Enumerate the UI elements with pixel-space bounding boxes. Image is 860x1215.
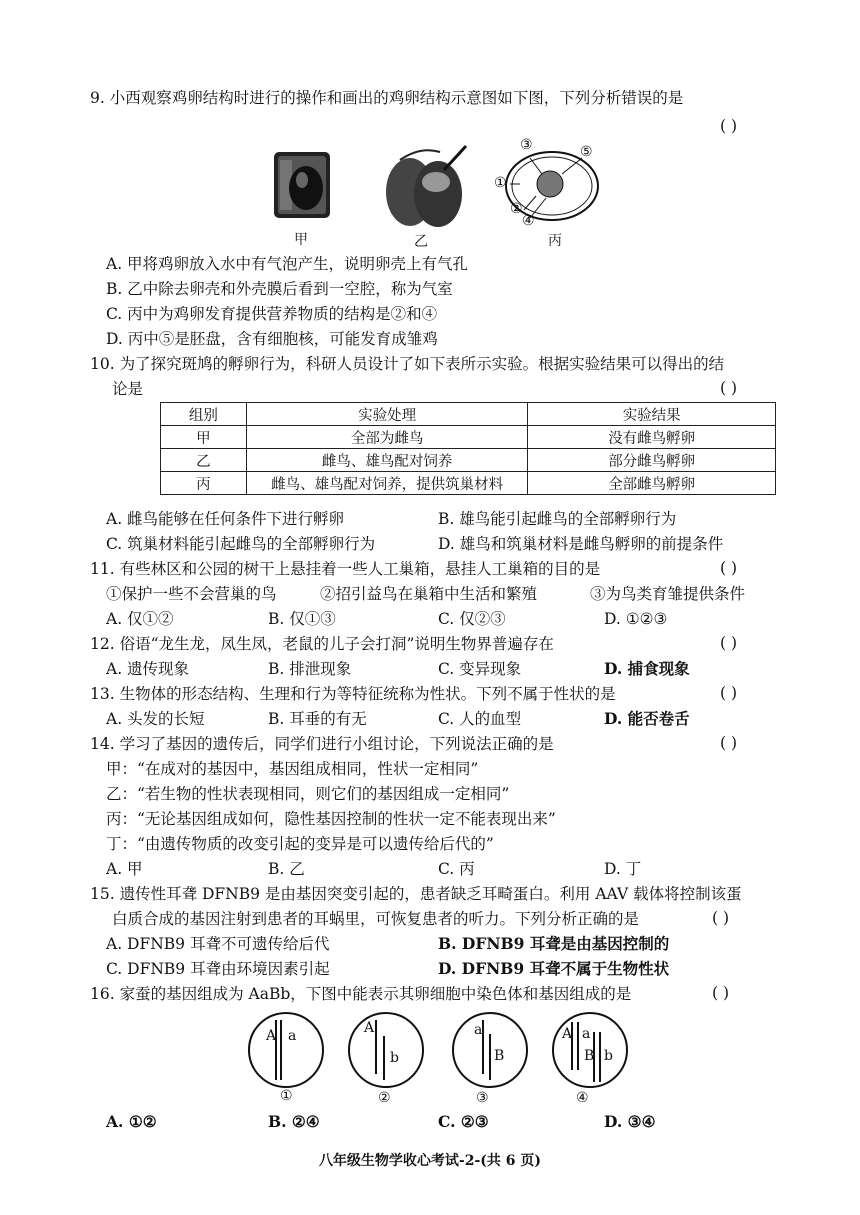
q9-option-d: D. 丙中⑤是胚盘，含有细胞核，可能发育成雏鸡 bbox=[106, 330, 438, 348]
q10-stem-line1: 10. 为了探究斑鸠的孵卵行为，科研人员设计了如下表所示实验。根据实验结果可以得出的结 bbox=[90, 355, 725, 373]
q12-stem: 12. 俗语“龙生龙，凤生凤，老鼠的儿子会打洞”说明生物界普遍存在 bbox=[90, 635, 554, 653]
cell-3-diagram bbox=[450, 1010, 530, 1090]
q12-option-a: A. 遗传现象 bbox=[106, 660, 190, 678]
q13-option-d: D. 能否卷舌 bbox=[604, 709, 690, 728]
q13-option-b: B. 耳垂的有无 bbox=[268, 710, 367, 728]
egg-label-2: ② bbox=[510, 201, 523, 217]
q14-option-d: D. 丁 bbox=[604, 860, 642, 878]
q14-statement-yi: 乙：“若生物的性状表现相同，则它们的基因组成一定相同” bbox=[106, 785, 510, 803]
table-cell: 全部为雌鸟 bbox=[246, 426, 528, 449]
table-cell: 乙 bbox=[161, 449, 247, 472]
table-header: 实验处理 bbox=[246, 403, 528, 426]
q15-stem-line2: 白质合成的基因注射到患者的耳蜗里，可恢复患者的听力。下列分析正确的是 bbox=[112, 910, 640, 928]
table-cell: 部分雌鸟孵卵 bbox=[528, 449, 776, 472]
cell-4-gene-3: B bbox=[584, 1048, 595, 1064]
cell-4-gene-1: A bbox=[562, 1026, 573, 1042]
table-row bbox=[161, 449, 776, 472]
egg-label-4: ④ bbox=[522, 213, 535, 229]
cell-3-gene-1: a bbox=[474, 1022, 483, 1038]
q11-option-b: B. 仅①③ bbox=[268, 610, 336, 628]
table-cell: 丙 bbox=[161, 472, 247, 495]
fig-label-bing: 丙 bbox=[548, 233, 562, 249]
table-cell: 全部雌鸟孵卵 bbox=[528, 472, 776, 495]
q16-option-b: B. ②④ bbox=[268, 1112, 320, 1131]
q16-option-a: A. ①② bbox=[106, 1112, 157, 1131]
cell-4-gene-2: a bbox=[582, 1026, 591, 1042]
egg-label-1: ① bbox=[494, 175, 507, 191]
q12-option-d: D. 捕食现象 bbox=[604, 659, 690, 678]
cell-3-gene-2: B bbox=[494, 1048, 505, 1064]
table-cell: 雌鸟、雄鸟配对饲养，提供筑巢材料 bbox=[246, 472, 528, 495]
q10-option-c: C. 筑巢材料能引起雌鸟的全部孵卵行为 bbox=[106, 535, 376, 553]
q14-statement-ding: 丁：“由遗传物质的改变引起的变异是可以遗传给后代的” bbox=[106, 835, 494, 853]
q13-stem: 13. 生物体的形态结构、生理和行为等特征统称为性状。下列不属于性状的是 bbox=[90, 685, 616, 703]
q12-option-b: B. 排泄现象 bbox=[268, 660, 352, 678]
cell-4-number: ④ bbox=[576, 1090, 589, 1106]
q11-option-a: A. 仅①② bbox=[106, 610, 174, 628]
q9-option-a: A. 甲将鸡卵放入水中有气泡产生，说明卵壳上有气孔 bbox=[106, 255, 469, 273]
cell-2-diagram bbox=[346, 1010, 426, 1090]
q10-option-d: D. 雄鸟和筑巢材料是雌鸟孵卵的前提条件 bbox=[438, 535, 724, 553]
q10-option-b: B. 雄鸟能引起雌鸟的全部孵卵行为 bbox=[438, 510, 677, 528]
q15-option-c: C. DFNB9 耳聋由环境因素引起 bbox=[106, 960, 330, 978]
q11-option-d: D. ①②③ bbox=[604, 610, 668, 628]
cell-1-diagram bbox=[246, 1010, 326, 1090]
cell-1-gene-2: a bbox=[288, 1028, 297, 1044]
q11-stem: 11. 有些林区和公园的树干上悬挂着一些人工巢箱，悬挂人工巢箱的目的是 bbox=[90, 560, 601, 578]
egg-label-3: ③ bbox=[520, 137, 533, 153]
q10-answer-paren: ( ) bbox=[720, 379, 738, 397]
beaker-egg-figure bbox=[268, 148, 336, 220]
table-cell: 甲 bbox=[161, 426, 247, 449]
cell-2-number: ② bbox=[378, 1090, 391, 1106]
q14-option-b: B. 乙 bbox=[268, 860, 305, 878]
cell-1-number: ① bbox=[280, 1088, 293, 1104]
q16-answer-paren: ( ) bbox=[712, 984, 730, 1002]
q9-option-c: C. 丙中为鸡卵发育提供营养物质的结构是②和④ bbox=[106, 305, 438, 323]
cell-1-gene-1: A bbox=[266, 1028, 277, 1044]
q15-stem-line1: 15. 遗传性耳聋 DFNB9 是由基因突变引起的，患者缺乏耳畸蛋白。利用 AAV 载体将控制该蛋 bbox=[90, 885, 742, 903]
q16-option-d: D. ③④ bbox=[604, 1112, 656, 1131]
q15-option-d: D. DFNB9 耳聋不属于生物性状 bbox=[438, 959, 670, 978]
table-header-row bbox=[161, 403, 776, 426]
experiment-table bbox=[160, 402, 776, 495]
q9-answer-paren: ( ) bbox=[720, 117, 738, 135]
table-row bbox=[161, 426, 776, 449]
table-cell: 没有雌鸟孵卵 bbox=[528, 426, 776, 449]
egg-label-5: ⑤ bbox=[580, 144, 593, 160]
q13-option-c: C. 人的血型 bbox=[438, 710, 522, 728]
table-row bbox=[161, 472, 776, 495]
q11-answer-paren: ( ) bbox=[720, 559, 738, 577]
table-cell: 雌鸟、雄鸟配对饲养 bbox=[246, 449, 528, 472]
page-footer: 八年级生物学收心考试-2-(共 6 页) bbox=[318, 1153, 542, 1169]
table-header: 实验结果 bbox=[528, 403, 776, 426]
q16-stem: 16. 家蚕的基因组成为 AaBb，下图中能表示其卵细胞中染色体和基因组成的是 bbox=[90, 985, 632, 1003]
cell-2-gene-2: b bbox=[390, 1050, 399, 1066]
fig-label-jia: 甲 bbox=[294, 232, 308, 248]
q10-stem-line2: 论是 bbox=[112, 380, 144, 398]
q14-option-a: A. 甲 bbox=[106, 860, 143, 878]
q14-option-c: C. 丙 bbox=[438, 860, 475, 878]
q10-option-a: A. 雌鸟能够在任何条件下进行孵卵 bbox=[106, 510, 345, 528]
q14-stem: 14. 学习了基因的遗传后，同学们进行小组讨论，下列说法正确的是 bbox=[90, 735, 554, 753]
q11-statement-3: ③为鸟类育雏提供条件 bbox=[590, 585, 746, 603]
q12-answer-paren: ( ) bbox=[720, 634, 738, 652]
fig-label-yi: 乙 bbox=[414, 234, 428, 250]
q14-statement-bing: 丙：“无论基因组成如何，隐性基因控制的性状一定不能表现出来” bbox=[106, 810, 556, 828]
q14-answer-paren: ( ) bbox=[720, 734, 738, 752]
cell-3-number: ③ bbox=[476, 1090, 489, 1106]
q11-statement-1: ①保护一些不会营巢的鸟 bbox=[106, 585, 277, 603]
q15-option-a: A. DFNB9 耳聋不可遗传给后代 bbox=[106, 935, 330, 953]
q9-option-b: B. 乙中除去卵壳和外壳膜后看到一空腔，称为气室 bbox=[106, 280, 453, 298]
cracked-egg-figure bbox=[380, 142, 472, 232]
q16-option-c: C. ②③ bbox=[438, 1112, 489, 1131]
q11-statement-2: ②招引益鸟在巢箱中生活和繁殖 bbox=[320, 585, 538, 603]
q13-option-a: A. 头发的长短 bbox=[106, 710, 205, 728]
q14-statement-jia: 甲：“在成对的基因中，基因组成相同，性状一定相同” bbox=[106, 760, 479, 778]
cell-4-gene-4: b bbox=[604, 1048, 613, 1064]
q12-option-c: C. 变异现象 bbox=[438, 660, 522, 678]
q15-option-b: B. DFNB9 耳聋是由基因控制的 bbox=[438, 934, 670, 953]
cell-2-gene-1: A bbox=[364, 1020, 375, 1036]
q15-answer-paren: ( ) bbox=[712, 909, 730, 927]
q9-stem: 9. 小西观察鸡卵结构时进行的操作和画出的鸡卵结构示意图如下图，下列分析错误的是 bbox=[90, 89, 684, 107]
q13-answer-paren: ( ) bbox=[720, 684, 738, 702]
q11-option-c: C. 仅②③ bbox=[438, 610, 506, 628]
table-header: 组别 bbox=[161, 403, 247, 426]
